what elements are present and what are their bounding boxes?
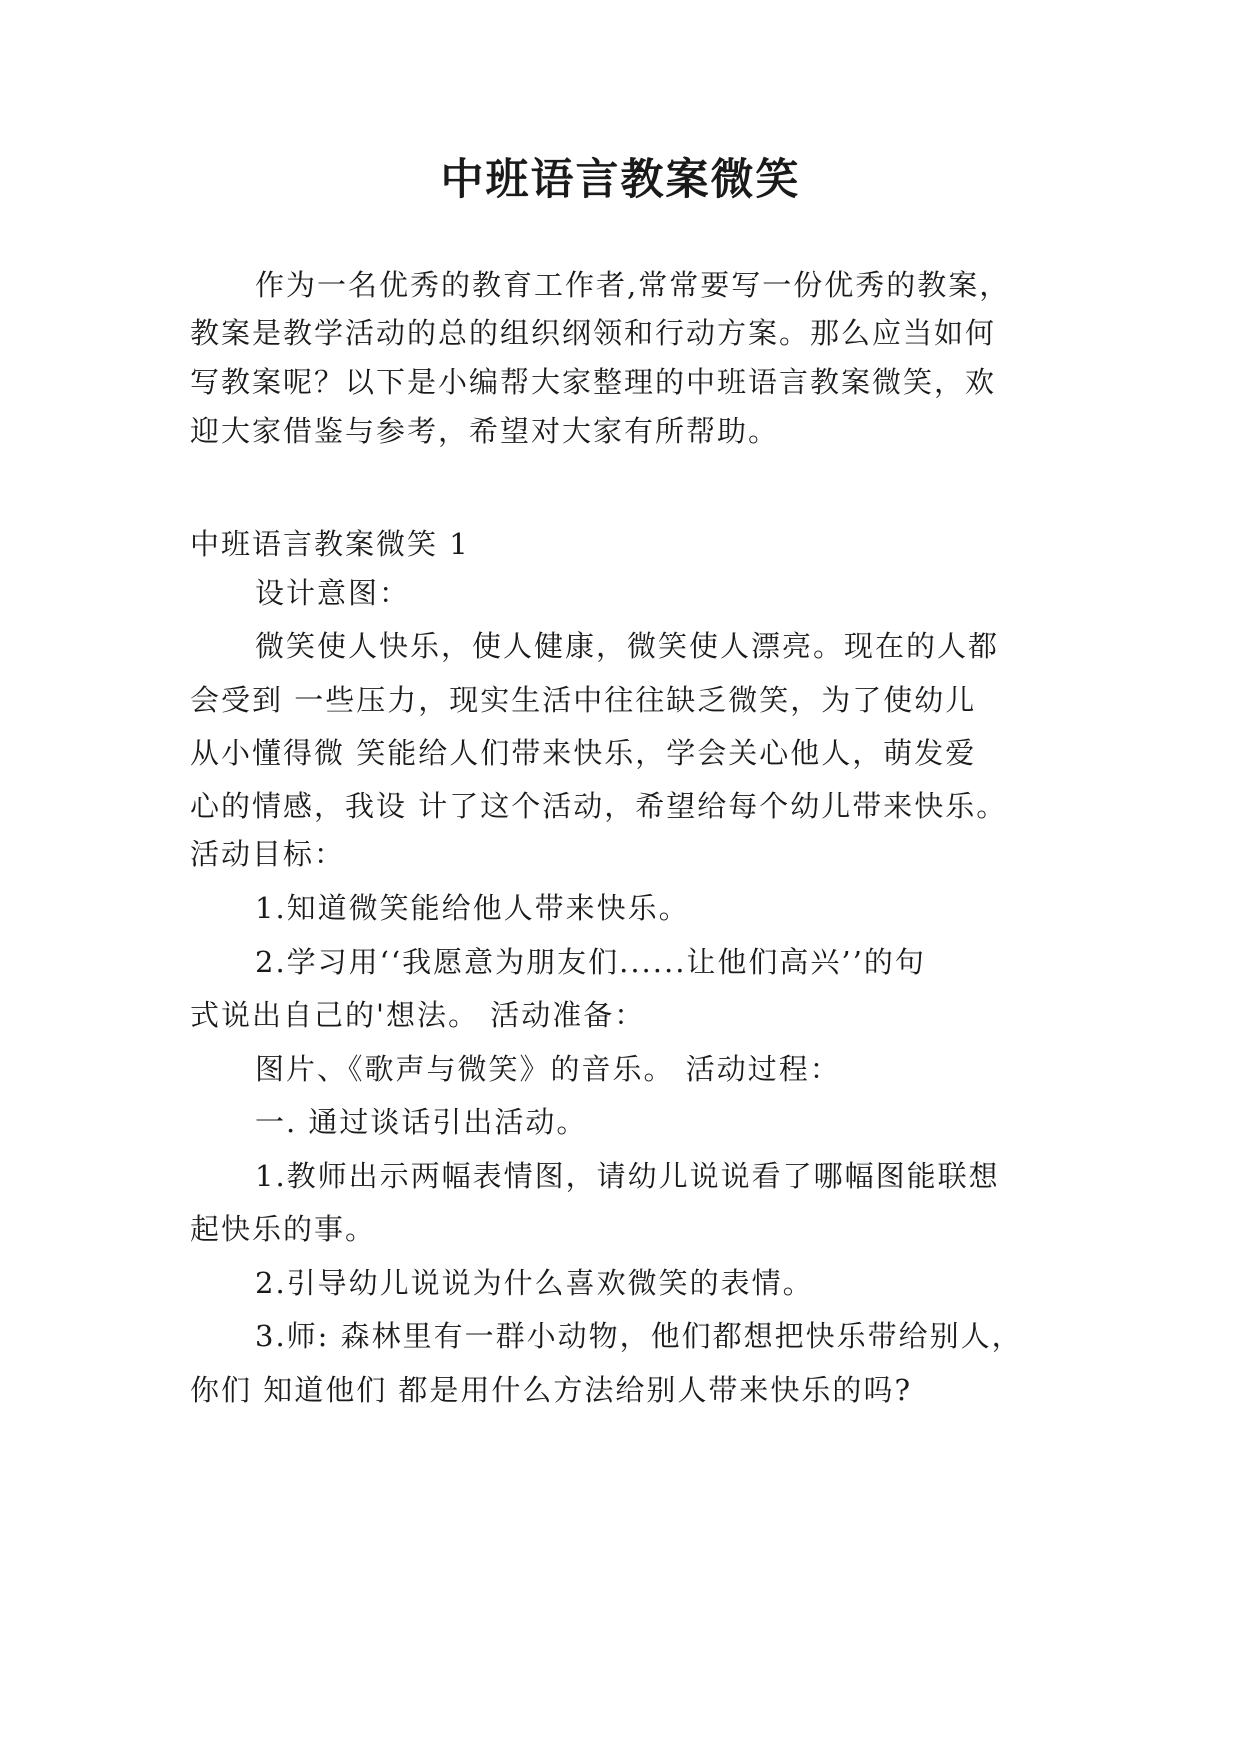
step-1-3-line-1: 3.师: 森林里有一群小动物，他们都想把快乐带给别人， bbox=[255, 1319, 1023, 1353]
design-line-2: 会受到 一些压力，现实生活中往往缺乏微笑，为了使幼儿 bbox=[190, 683, 977, 717]
intro-line-4: 迎大家借鉴与参考，希望对大家有所帮助。 bbox=[190, 414, 780, 448]
design-line-4: 心的情感，我设 计了这个活动，希望给每个幼儿带来快乐。 bbox=[190, 789, 1008, 823]
step-1-3-line-2: 你们 知道他们 都是用什么方法给别人带来快乐的吗? bbox=[190, 1373, 912, 1407]
design-line-1: 微笑使人快乐，使人健康，微笑使人漂亮。现在的人都 bbox=[255, 629, 1000, 663]
intro-line-1: 作为一名优秀的教育工作者,常常要写一份优秀的教案， bbox=[255, 268, 1011, 302]
design-line-3: 从小懂得微 笑能给人们带来快乐，学会关心他人，萌发爱 bbox=[190, 736, 977, 770]
goal-2-line-2: 式说出自己的'想法。 活动准备： bbox=[190, 998, 646, 1032]
step-1-2: 2.引导幼儿说说为什么喜欢微笑的表情。 bbox=[255, 1266, 814, 1300]
goal-1: 1.知道微笑能给他人带来快乐。 bbox=[255, 891, 690, 925]
step-1: 一. 通过谈话引出活动。 bbox=[255, 1105, 588, 1139]
intro-line-3: 写教案呢？以下是小编帮大家整理的中班语言教案微笑，欢 bbox=[190, 365, 997, 399]
step-1-1-line-2: 起快乐的事。 bbox=[190, 1212, 377, 1246]
section-heading: 中班语言教案微笑 1 bbox=[190, 527, 470, 561]
prep-line: 图片、《歌声与微笑》的音乐。 活动过程： bbox=[255, 1052, 841, 1086]
goal-2-line-1: 2.学习用‘‘我愿意为朋友们......让他们高兴’’的句 bbox=[255, 945, 926, 979]
design-label: 设计意图： bbox=[255, 576, 411, 610]
step-1-1-line-1: 1.教师出示两幅表情图，请幼儿说说看了哪幅图能联想 bbox=[255, 1159, 1000, 1193]
goals-label: 活动目标： bbox=[190, 837, 346, 871]
intro-line-2: 教案是教学活动的总的组织纲领和行动方案。那么应当如何 bbox=[190, 316, 997, 350]
document-title: 中班语言教案微笑 bbox=[440, 155, 801, 205]
